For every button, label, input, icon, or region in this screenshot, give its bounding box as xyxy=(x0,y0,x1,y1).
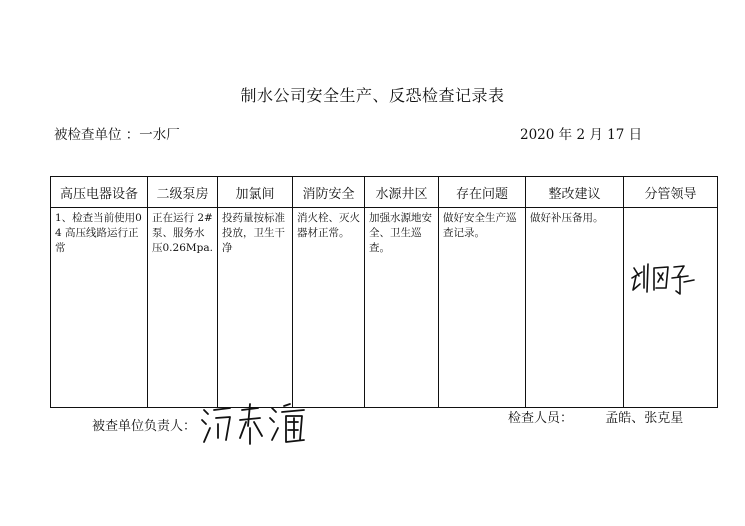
responsible-signature xyxy=(200,400,325,448)
table-header-row xyxy=(51,177,718,208)
header-cell: 水源井区 xyxy=(365,177,439,208)
header-cell: 存在问题 xyxy=(439,177,526,208)
table-cell: 加强水源地安全、卫生巡查。 xyxy=(365,208,439,408)
inspectors-label: 检查人员： xyxy=(508,411,574,426)
table-cell: 投药量按标准投放，卫生干净 xyxy=(218,208,293,408)
inspected-unit: 被检查单位 ：一水厂 xyxy=(54,127,180,143)
header-cell: 加氯间 xyxy=(218,177,293,208)
header-cell: 分管领导 xyxy=(624,177,718,208)
table-row xyxy=(51,208,718,408)
header-cell: 消防安全 xyxy=(293,177,365,208)
inspectors-names: 孟皓、张克星 xyxy=(605,411,684,426)
table-cell: 1、检查当前使用04 高压线路运行正常 xyxy=(51,208,148,408)
table-cell: 消火栓、灭火器材正常。 xyxy=(293,208,365,408)
responsible-label: 被查单位负责人： xyxy=(92,419,197,434)
document-title: 制水公司安全生产、反恐检查记录表 xyxy=(240,86,505,105)
header-cell: 二级泵房 xyxy=(148,177,218,208)
leader-signature-cell xyxy=(624,208,718,408)
header-cell: 高压电器设备 xyxy=(51,177,148,208)
inspection-date: 2020 年 2 月 17 日 xyxy=(520,127,643,143)
table-cell: 做好补压备用。 xyxy=(526,208,624,408)
inspection-table xyxy=(50,176,718,408)
table-cell: 正在运行 2#泵、服务水压0.26Mpa. xyxy=(148,208,218,408)
leader-signature xyxy=(628,258,703,300)
inspectors-line xyxy=(508,407,683,426)
header-cell: 整改建议 xyxy=(526,177,624,208)
table-cell: 做好安全生产巡查记录。 xyxy=(439,208,526,408)
